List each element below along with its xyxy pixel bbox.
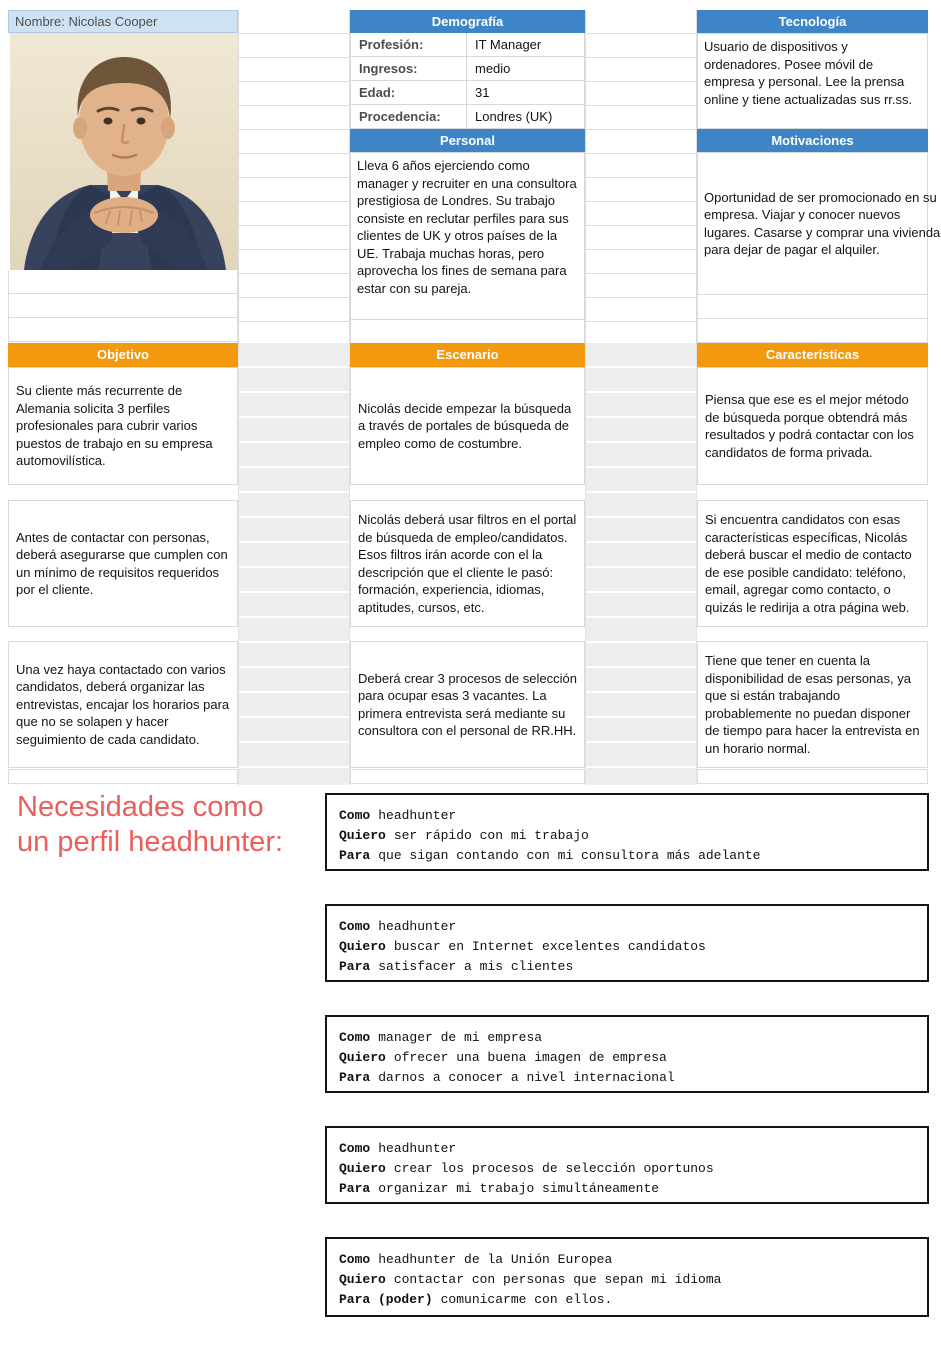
escenario-cell-1: Nicolás decide empezar la búsqueda a través de portales de búsqueda de empleo como de costumbre.: [350, 367, 585, 485]
user-story-box-5: [325, 1237, 929, 1317]
story-para-line: [339, 1179, 915, 1199]
para-text: satisfacer a mis clientes: [378, 959, 574, 974]
escenario-cell-2: Nicolás deberá usar filtros en el portal de búsqueda de empleo/candidatos. Esos filtros irán acorde con el la descripción que el cliente le pasó: formación, experiencia, idiomas, aptitudes, cursos, etc.: [350, 500, 585, 627]
motivaciones-section: [697, 129, 941, 295]
persona-name-cell: Nombre: Nicolas Cooper: [8, 10, 238, 33]
escenario-header: Escenario: [350, 343, 585, 367]
como-label: Como: [339, 919, 371, 934]
story-como-line: [339, 1250, 915, 1270]
quiero-label: Quiero: [339, 1161, 386, 1176]
empty-grid-column-left-upper: [238, 10, 350, 343]
story-quiero-line: [339, 1048, 915, 1068]
motivaciones-header: Motivaciones: [697, 129, 928, 152]
para-label: Para (poder): [339, 1292, 433, 1307]
objetivo-cell-3: Una vez haya contactado con varios candidatos, deberá organizar las entrevistas, encajar los horarios para que no se solapen y hacer seguimiento de cada candidato.: [8, 641, 238, 768]
quiero-text: crear los procesos de selección oportunos: [393, 1161, 714, 1176]
story-para-line: [339, 1068, 915, 1088]
demografia-label: Procedencia:: [350, 105, 467, 128]
tecnologia-header: Tecnología: [697, 10, 928, 33]
demografia-value: medio: [467, 57, 585, 80]
como-label: Como: [339, 1252, 371, 1267]
personal-section: [350, 129, 585, 320]
objetivo-cell-1: Su cliente más recurrente de Alemania solicita 3 perfiles profesionales para cubrir varios puestos de trabajo en su empresa automovilística.: [8, 367, 238, 485]
quiero-label: Quiero: [339, 1272, 386, 1287]
personal-header: Personal: [350, 129, 585, 152]
demografia-header: Demografía: [350, 10, 585, 33]
caracteristicas-cell-1: Piensa que ese es el mejor método de búsqueda porque obtendrá más resultados y podrá contactar con los candidatos de forma privada.: [697, 367, 928, 485]
como-text: headhunter: [378, 808, 457, 823]
empty-grid-column-right-lower: [585, 343, 697, 785]
empty-grid-row-bottom-c: [350, 769, 585, 784]
caracteristicas-cell-3: Tiene que tener en cuenta la disponibilidad de esas personas, ya que si están trabajando probablemente no puedan disponer de tiempo para hacer la entrevista en un horario normal.: [697, 641, 928, 768]
objetivo-header: Objetivo: [8, 343, 238, 367]
story-como-line: [339, 1028, 915, 1048]
quiero-text: ofrecer una buena imagen de empresa: [393, 1050, 667, 1065]
para-label: Para: [339, 1181, 371, 1196]
objetivo-cell-2: Antes de contactar con personas, deberá asegurarse que cumplen con un mínimo de requisitos requeridos por el cliente.: [8, 500, 238, 627]
needs-heading-line2: un perfil headhunter:: [17, 826, 284, 858]
empty-grid-column-right-upper: [585, 10, 697, 343]
demografia-value: Londres (UK): [467, 105, 585, 128]
story-como-line: [339, 917, 915, 937]
user-story-box-2: [325, 904, 929, 982]
story-como-line: [339, 1139, 915, 1159]
escenario-cell-3: Deberá crear 3 procesos de selección para ocupar esas 3 vacantes. La primera entrevista será mediante su consultora con el personal de RR.HH.: [350, 641, 585, 768]
empty-grid-column-left-lower: [238, 343, 350, 785]
empty-grid-row-bottom-e: [697, 769, 928, 784]
demografia-value: IT Manager: [467, 33, 585, 56]
demografia-label: Edad:: [350, 81, 467, 104]
demografia-value: 31: [467, 81, 585, 104]
para-text: organizar mi trabajo simultáneamente: [378, 1181, 660, 1196]
como-text: headhunter de la Unión Europea: [378, 1252, 613, 1267]
empty-grid-below-personal: [350, 320, 585, 343]
demografia-label: Ingresos:: [350, 57, 467, 80]
como-label: Como: [339, 1030, 371, 1045]
motivaciones-text: Oportunidad de ser promocionado en su empresa. Viajar y conocer nuevos lugares. Casarse y comprar una vivienda para dejar de pagar el alquiler.: [704, 189, 941, 257]
story-para-line: [339, 957, 915, 977]
tecnologia-text: Usuario de dispositivos y ordenadores. Posee móvil de empresa y personal. Lee la prensa online y tiene actualizadas sus rr.ss.: [697, 33, 928, 129]
quiero-text: contactar con personas que sepan mi idioma: [393, 1272, 722, 1287]
needs-heading-line1: Necesidades como: [17, 791, 264, 823]
story-como-line: [339, 806, 915, 826]
quiero-label: Quiero: [339, 828, 386, 843]
empty-grid-below-motivaciones: [697, 295, 928, 343]
para-text: comunicarme con ellos.: [440, 1292, 613, 1307]
quiero-text: buscar en Internet excelentes candidatos: [393, 939, 706, 954]
caracteristicas-header: Características: [697, 343, 928, 367]
story-quiero-line: [339, 1159, 915, 1179]
como-label: Como: [339, 808, 371, 823]
demografia-section: [350, 10, 585, 129]
persona-photo: [10, 33, 238, 270]
como-text: headhunter: [378, 919, 457, 934]
para-text: darnos a conocer a nivel internacional: [378, 1070, 675, 1085]
para-label: Para: [339, 959, 371, 974]
para-label: Para: [339, 848, 371, 863]
como-text: headhunter: [378, 1141, 457, 1156]
story-quiero-line: [339, 1270, 915, 1290]
como-label: Como: [339, 1141, 371, 1156]
demografia-row-profesion: [350, 33, 585, 57]
demografia-row-ingresos: [350, 57, 585, 81]
para-label: Para: [339, 1070, 371, 1085]
quiero-label: Quiero: [339, 939, 386, 954]
user-story-box-1: [325, 793, 929, 871]
caracteristicas-cell-2: Si encuentra candidatos con esas características específicas, Nicolás deberá buscar el medio de contacto de ese posible candidato: teléfono, email, agregar como contacto, o quizás le redirija a otra página web.: [697, 500, 928, 627]
motivaciones-cell: [697, 152, 941, 295]
story-quiero-line: [339, 826, 915, 846]
personal-text: Lleva 6 años ejerciendo como manager y recruiter en una consultora prestigiosa de Londres. Su trabajo consiste en reclutar perfiles para sus clientes de UK y otros países de la UE. Trabaja muchas horas, pero aprovecha los fines de semana para estar con su pareja.: [350, 152, 585, 320]
portrait-illustration: [10, 33, 238, 270]
quiero-label: Quiero: [339, 1050, 386, 1065]
demografia-label: Profesión:: [350, 33, 467, 56]
empty-grid-below-photo: [8, 270, 238, 343]
demografia-row-edad: [350, 81, 585, 105]
demografia-row-procedencia: [350, 105, 585, 129]
para-text: que sigan contando con mi consultora más adelante: [378, 848, 761, 863]
story-para-line: [339, 846, 915, 866]
quiero-text: ser rápido con mi trabajo: [393, 828, 589, 843]
story-para-line: [339, 1290, 915, 1310]
como-text: manager de mi empresa: [378, 1030, 543, 1045]
user-story-box-4: [325, 1126, 929, 1204]
needs-heading: [17, 790, 337, 860]
empty-grid-row-bottom-a: [8, 769, 238, 784]
story-quiero-line: [339, 937, 915, 957]
tecnologia-section: [697, 10, 928, 129]
user-story-box-3: [325, 1015, 929, 1093]
